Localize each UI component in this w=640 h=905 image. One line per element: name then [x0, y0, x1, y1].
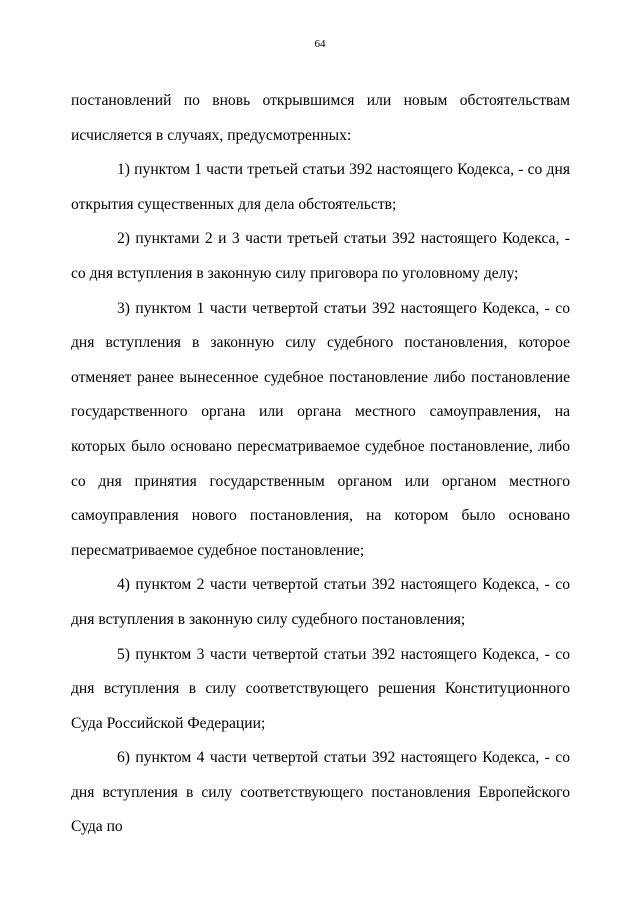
- paragraph-intro: постановлений по вновь открывшимся или новым обстоятельствам исчисляется в случаях, предусмотренных:: [71, 92, 570, 144]
- document-body: [71, 84, 570, 845]
- paragraph-item-5: 5) пунктом 3 части четвертой статьи 392 настоящего Кодекса, - со дня вступления в силу соответствующего решения Конституционного Суда Российской Федерации;: [71, 645, 570, 732]
- paragraph-item-6: 6) пунктом 4 части четвертой статьи 392 настоящего Кодекса, - со дня вступления в силу соответствующего постановления Европейского Суда по: [71, 749, 570, 836]
- paragraph-item-3: 3) пунктом 1 части четвертой статьи 392 настоящего Кодекса, - со дня вступления в законную силу судебного постановления, которое отменяет ранее вынесенное судебное постановление либо постановление государственного органа или органа местного самоуправления, на которых было основано пересматриваемое судебное постановление, либо со дня принятия государственным органом или органом местного самоуправления нового постановления, на котором было основано пересматриваемое судебное постановление;: [71, 299, 570, 559]
- paragraph-item-1: 1) пунктом 1 части третьей статьи 392 настоящего Кодекса, - со дня открытия существенных для дела обстоятельств;: [71, 161, 570, 213]
- paragraph-item-2: 2) пунктами 2 и 3 части третьей статьи 392 настоящего Кодекса, - со дня вступления в законную силу приговора по уголовному делу;: [71, 230, 570, 282]
- page-number: 64: [314, 38, 326, 50]
- paragraph-item-4: 4) пунктом 2 части четвертой статьи 392 настоящего Кодекса, - со дня вступления в законную силу судебного постановления;: [71, 576, 570, 628]
